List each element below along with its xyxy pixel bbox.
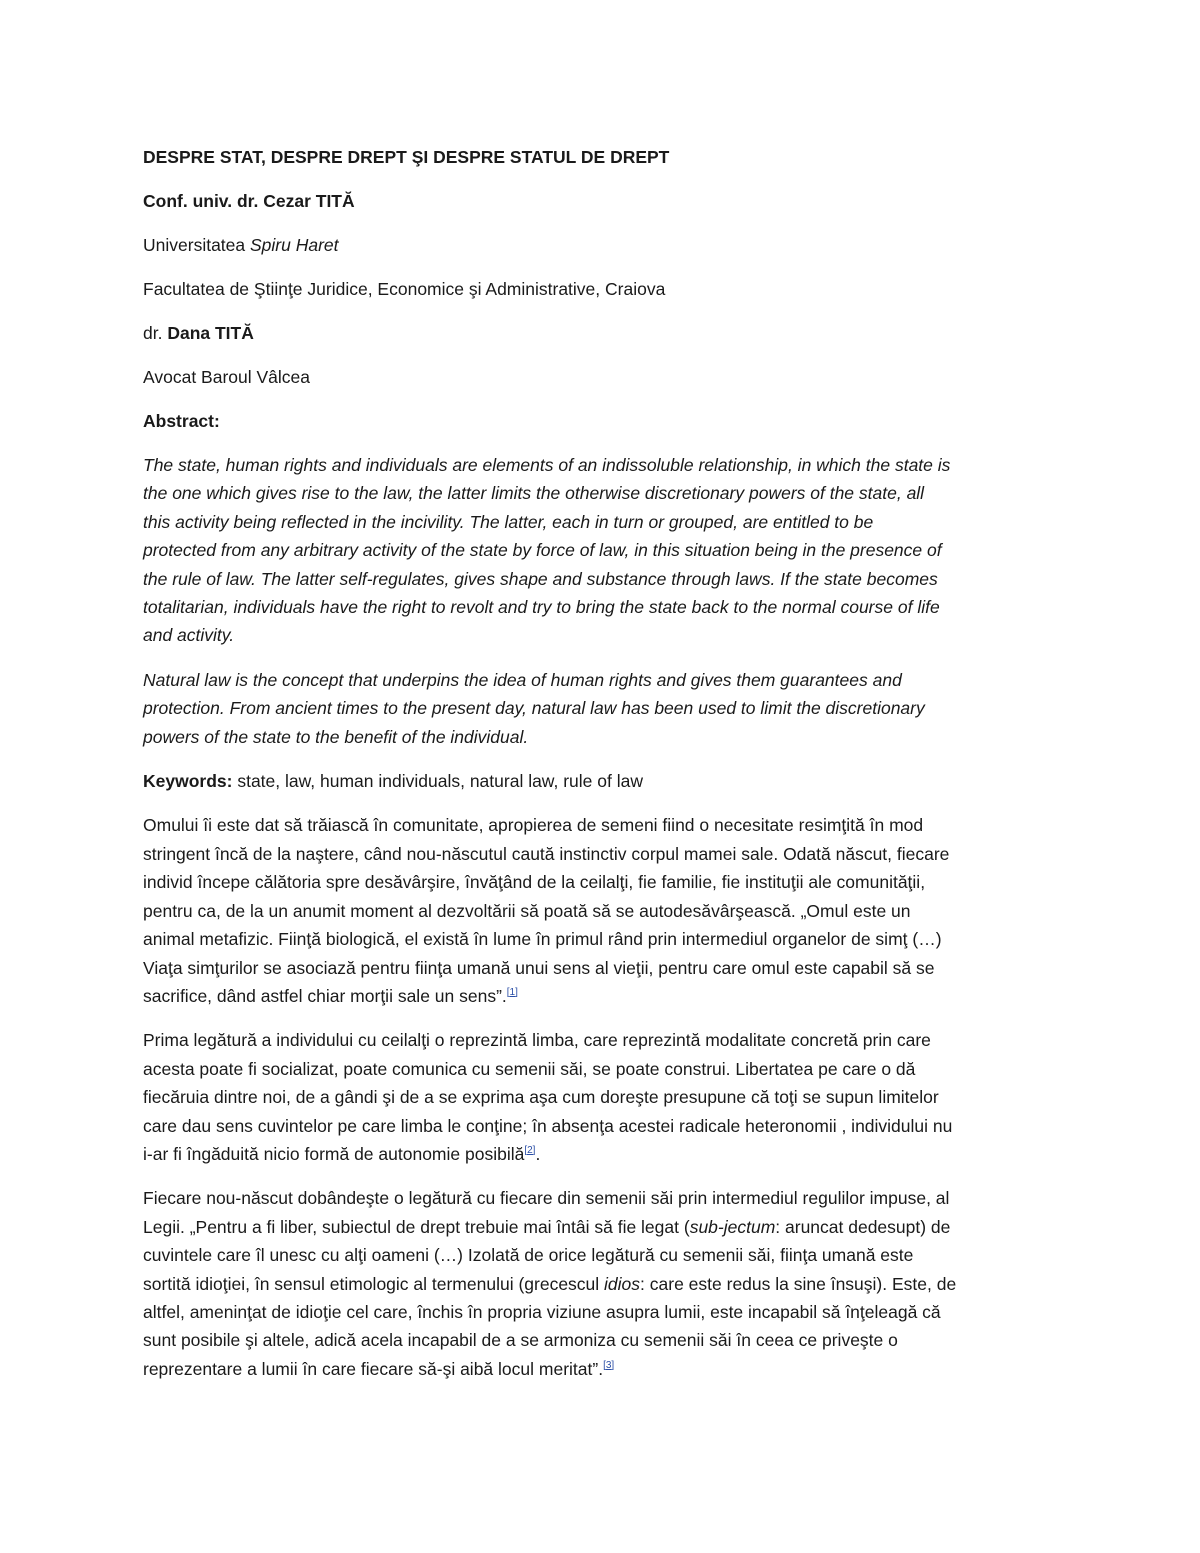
body-p3-line: altfel, ameninţat de idioţie cel care, închis în propria viziune asupra lumii, este incapabil să înţeleagă că (143, 1301, 941, 1322)
body-p1-line: Omului îi este dat să trăiască în comunitate, apropierea de semeni fiind o necesitate resimţită în mod (143, 815, 924, 836)
body-p3-line-last (143, 1355, 1063, 1383)
body-p3-text: : aruncat dedesupt) de (775, 1216, 951, 1237)
abstract-p2-line: powers of the state to the benefit of the individual. (143, 726, 529, 747)
author-secondary (143, 319, 1063, 347)
university-name: Spiru Haret (250, 235, 339, 255)
body-p1-line: pentru ca, de la un anumit moment al dezvoltării să poată să se autodesăvârşească. „Omul este un (143, 900, 911, 921)
body-p2-line: fiecăruia dintre noi, de a gândi şi de a se exprima aşa cum doreşte presupune că toţi se supun limitelor (143, 1087, 939, 1108)
body-p3-text: Legii. „Pentru a fi liber, subiectul de drept trebuie mai întâi să fie legat ( (143, 1216, 690, 1237)
university-prefix: Universitatea (143, 235, 250, 255)
abstract-p1-line: this activity being reflected in the incivility. The latter, each in turn or grouped, are entitled to be (143, 511, 874, 532)
keywords-list: state, law, human individuals, natural law, rule of law (232, 771, 643, 792)
abstract-paragraph-1 (143, 451, 1063, 650)
body-p1-line: Viaţa simţurilor se asociază pentru fiinţa umană unui sens al vieţii, pentru care omul este capabil să se (143, 957, 935, 978)
faculty-affiliation: Facultatea de Ştiinţe Juridice, Economice şi Administrative, Craiova (143, 279, 666, 299)
author-secondary-name: Dana TITĂ (167, 323, 254, 343)
body-paragraph-1 (143, 811, 1063, 1010)
body-p2-line: acesta poate fi socializat, poate comunica cu semenii săi, se poate construi. Libertatea pe care o dă (143, 1058, 916, 1079)
body-p3-line: Fiecare nou-născut dobândeşte o legătură cu fiecare din semenii săi prin intermediul regulilor impuse, al (143, 1188, 950, 1209)
abstract-heading: Abstract: (143, 411, 220, 431)
body-paragraph-2 (143, 1026, 1063, 1168)
footnote-link-3[interactable]: [3] (603, 1359, 615, 1371)
abstract-p2-line: protection. From ancient times to the present day, natural law has been used to limit the discretionary (143, 698, 925, 719)
author-secondary-prefix: dr. (143, 323, 168, 343)
body-p3-italic: sub-jectum (689, 1216, 776, 1237)
body-p1-line: individ începe călătoria spre desăvârşire, învăţând de la ceilalţi, fie familie, fie instituţii ale comunităţii, (143, 872, 926, 893)
abstract-p1-line: the rule of law. The latter self-regulates, gives shape and substance through laws. If the state becomes (143, 568, 938, 589)
body-p3-line: sunt posibile şi altele, adică acela incapabil de a se armoniza cu semenii săi în ceea ce priveşte o (143, 1330, 898, 1351)
body-p3-italic: idios (604, 1273, 641, 1294)
body-p2-last-text: i-ar fi îngăduită nicio formă de autonomie posibilă (143, 1143, 525, 1164)
keywords-line (143, 767, 1063, 795)
abstract-p1-line: the one which gives rise to the law, the latter limits the otherwise discretionary powers of the state, all (143, 483, 925, 504)
footnote-link-2[interactable]: [2] (524, 1145, 536, 1157)
abstract-p1-line: protected from any arbitrary activity of the state by force of law, in this situation being in the presence of (143, 540, 942, 561)
body-p3-line (143, 1213, 1063, 1241)
body-p3-text: sortită idioţiei, în sensul etimologic al termenului (grecescul (143, 1273, 605, 1294)
university-affiliation (143, 231, 1063, 259)
body-p3-last-text: reprezentare a lumii în care fiecare să-şi aibă locul meritat”. (143, 1358, 604, 1379)
body-p2-line: care dau sens cuvintelor pe care limba le conţine; în absenţa acestei radicale heteronomii , individului nu (143, 1115, 953, 1136)
abstract-p1-line: and activity. (143, 625, 235, 646)
body-p2-line: Prima legătură a individului cu ceilalţi o reprezintă limba, care reprezintă modalitate concretă prin care (143, 1030, 931, 1051)
abstract-p1-line: The state, human rights and individuals are elements of an indissoluble relationship, in which the state is (143, 455, 951, 475)
author-primary: Conf. univ. dr. Cezar TITĂ (143, 191, 355, 211)
document-title: DESPRE STAT, DESPRE DREPT ŞI DESPRE STATUL DE DREPT (143, 147, 670, 167)
body-p3-line (143, 1270, 1063, 1298)
body-p1-line: animal metafizic. Fiinţă biologică, el există în lume în primul rând prin intermediul organelor de simţ (…) (143, 929, 942, 950)
body-p2-line-last (143, 1140, 1063, 1168)
document-page (143, 143, 1063, 1399)
abstract-p2-line: Natural law is the concept that underpins the idea of human rights and gives them guarantees and (143, 669, 902, 690)
body-p3-line: cuvintele care îl unesc cu alţi oameni (…) Izolată de orice legătură cu semenii săi, fiinţa umană este (143, 1245, 914, 1266)
body-p1-line: stringent încă de la naştere, când nou-născutul caută instinctiv corpul mamei sale. Odată născut, fiecare (143, 843, 950, 864)
body-p3-text: : care este redus la sine însuşi). Este, de (640, 1273, 957, 1294)
body-p2-end: . (535, 1143, 541, 1164)
body-p1-line-last (143, 982, 1063, 1010)
body-p1-last-text: sacrifice, dând astfel chiar morţii sale un sens”. (143, 985, 507, 1006)
abstract-paragraph-2 (143, 666, 1063, 751)
author-secondary-affiliation: Avocat Baroul Vâlcea (143, 367, 311, 387)
keywords-label: Keywords: (143, 771, 233, 792)
body-paragraph-3 (143, 1184, 1063, 1383)
footnote-link-1[interactable]: [1] (506, 987, 518, 999)
abstract-p1-line: totalitarian, individuals have the right to revolt and try to bring the state back to the normal course of life (143, 597, 940, 618)
